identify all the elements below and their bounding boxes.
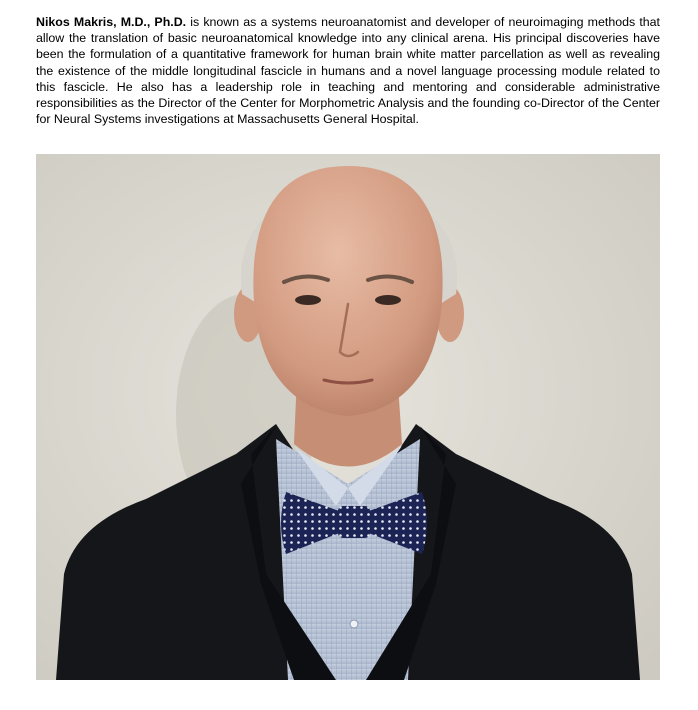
portrait-photo: [36, 154, 660, 680]
bio-text: is known as a systems neuroanatomist and developer of neuroimaging methods that allow the translation of basic neuroanatomical knowledge into any clinical arena. His principal discoveries have been the formulation of a quantitative framework for human brain white matter parcellation as well as revealing the existence of the middle longitudinal fascicle in humans and a novel language processing module related to this fascicle. He also has a leadership role in teaching and mentoring and considerable administrative responsibilities as the Director of the Center for Morphometric Analysis and the founding co-Director of the Center for Neural Systems investigations at Massachusetts General Hospital.: [36, 15, 660, 127]
head: [253, 166, 442, 416]
shirt-button: [350, 620, 358, 628]
bio-name: Nikos Makris, M.D., Ph.D.: [36, 15, 187, 29]
bio-paragraph: [36, 14, 660, 127]
right-eye: [375, 295, 401, 305]
left-eye: [295, 295, 321, 305]
